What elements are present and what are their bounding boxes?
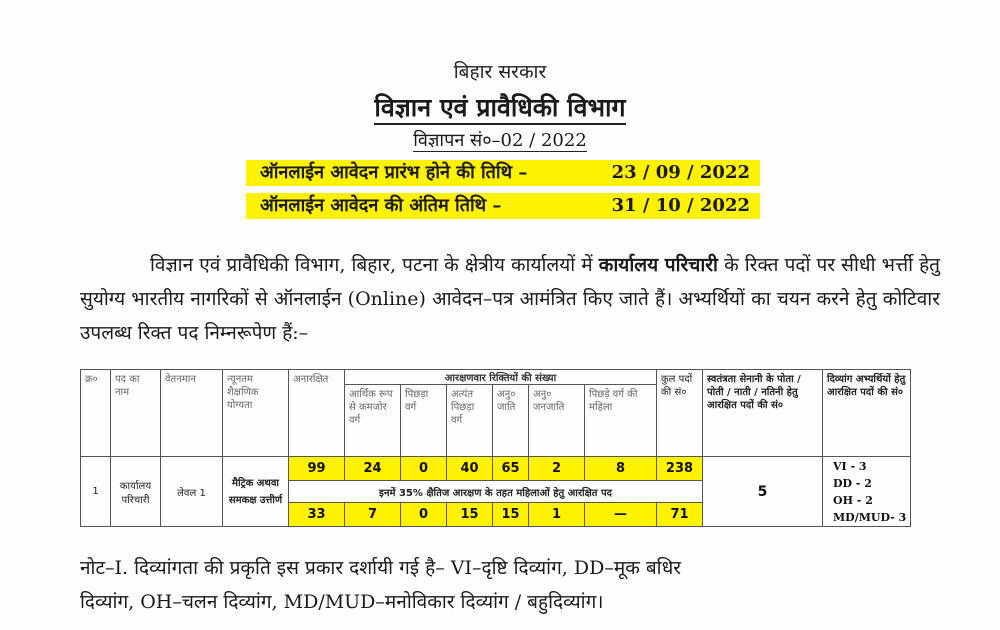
end-date-highlight xyxy=(246,193,760,219)
header-post-name: पद का नाम xyxy=(111,370,161,457)
government-title: बिहार सरकार xyxy=(453,61,547,83)
header-ews: आर्थिक रूप से कमजोर वर्ग xyxy=(345,385,401,457)
header-category-group: आरक्षणवार रिक्तियों की संख्या xyxy=(345,370,657,385)
header-ebc: अत्यंत पिछड़ा वर्ग xyxy=(447,385,493,457)
row-post-name: कार्यालय परिचारी xyxy=(111,457,161,527)
divyang-list xyxy=(823,457,911,527)
end-date-label: ऑनलाईन आवेदन की अंतिम तिथि – xyxy=(260,195,502,216)
start-date-label: ऑनलाईन आवेदन प्रारंभ होने की तिथि – xyxy=(260,162,528,183)
advertisement-number xyxy=(0,128,1000,152)
row-sr: 1 xyxy=(81,457,111,527)
women-unreserved: 33 xyxy=(289,503,345,527)
note-line-1: नोट–I. दिव्यांगता की प्रकृति इस प्रकार दर्शायी गई है– VI–दृष्टि दिव्यांग, DD–मूक बधिर xyxy=(80,557,682,579)
women-sc: 15 xyxy=(493,503,529,527)
main-ebc: 40 xyxy=(447,457,493,481)
women-ews: 7 xyxy=(345,503,401,527)
row-qualification: मैट्रिक अथवा समकक्ष उत्तीर्ण xyxy=(223,457,289,527)
women-total: 71 xyxy=(657,503,703,527)
end-date-value: 31 / 10 / 2022 xyxy=(611,195,750,216)
header-bc: पिछड़ा वर्ग xyxy=(401,385,447,457)
header-bc-women: पिछड़े वर्ग की महिला xyxy=(585,385,657,457)
header-unreserved: अनारक्षित xyxy=(289,370,345,457)
women-ebc: 15 xyxy=(447,503,493,527)
women-st: 1 xyxy=(529,503,585,527)
main-unreserved: 99 xyxy=(289,457,345,481)
advertisement-number-text: विज्ञापन सं०–02 / 2022 xyxy=(413,130,587,151)
divyang-md: MD/MUD- 3 xyxy=(833,510,907,524)
main-sc: 65 xyxy=(493,457,529,481)
header-sr: क्र० xyxy=(81,370,111,457)
start-date-value: 23 / 09 / 2022 xyxy=(611,162,750,183)
header-pay-scale: वेतनमान xyxy=(161,370,223,457)
main-bc-women: 8 xyxy=(585,457,657,481)
main-st: 2 xyxy=(529,457,585,481)
department-title xyxy=(0,90,1000,124)
vacancy-table xyxy=(80,369,911,527)
women-bc: 0 xyxy=(401,503,447,527)
header-freedom-fighter: स्वतंत्रता सेनानी के पोता / पोती / नाती / नतिनी हेतु आरक्षित पदों की सं० xyxy=(703,370,823,457)
main-total: 238 xyxy=(657,457,703,481)
main-ews: 24 xyxy=(345,457,401,481)
header-total: कुल पदों की सं० xyxy=(657,370,703,457)
header-qualification: न्यूनतम शैक्षणिक योग्यता xyxy=(223,370,289,457)
header-divyang: दिव्यांग अभ्यर्थियों हेतु आरक्षित पदों की सं० xyxy=(823,370,911,457)
row-pay-scale: लेवल 1 xyxy=(161,457,223,527)
intro-part2: के रिक्त पदों पर सीधी भर्त्ती हेतु सुयोग्य भारतीय नागरिकों से ऑनलाईन (Online) आवेदन–पत्र आमंत्रित किए जाते हैं। अभ्यर्थियों का चयन करने हेतु कोटिवार उपलब्ध रिक्त पद निम्नरूपेण हैं:– xyxy=(80,254,941,344)
divyang-vi: VI - 3 xyxy=(833,459,867,473)
note-line-2: दिव्यांग, OH–चलन दिव्यांग, MD/MUD–मनोविकार दिव्यांग / बहुदिव्यांग। xyxy=(80,591,604,613)
divyang-dd: DD - 2 xyxy=(833,476,872,490)
header-st: अनु० जनजाति xyxy=(529,385,585,457)
women-reservation-note: इनमें 35% क्षैतिज आरक्षण के तहत महिलाओं हेतु आरक्षित पद xyxy=(289,481,703,503)
divyang-oh: OH - 2 xyxy=(833,493,873,507)
start-date-highlight xyxy=(246,160,760,186)
header-sc: अनु० जाति xyxy=(493,385,529,457)
intro-paragraph xyxy=(80,248,940,350)
post-name-bold: कार्यालय परिचारी xyxy=(598,254,718,276)
women-bc-women: — xyxy=(585,503,657,527)
main-bc: 0 xyxy=(401,457,447,481)
department-title-text: विज्ञान एवं प्रावैधिकी विभाग xyxy=(374,93,625,125)
freedom-fighter-count: 5 xyxy=(703,457,823,527)
intro-part1: विज्ञान एवं प्रावैधिकी विभाग, बिहार, पटना के क्षेत्रीय कार्यालयों में xyxy=(150,254,599,276)
